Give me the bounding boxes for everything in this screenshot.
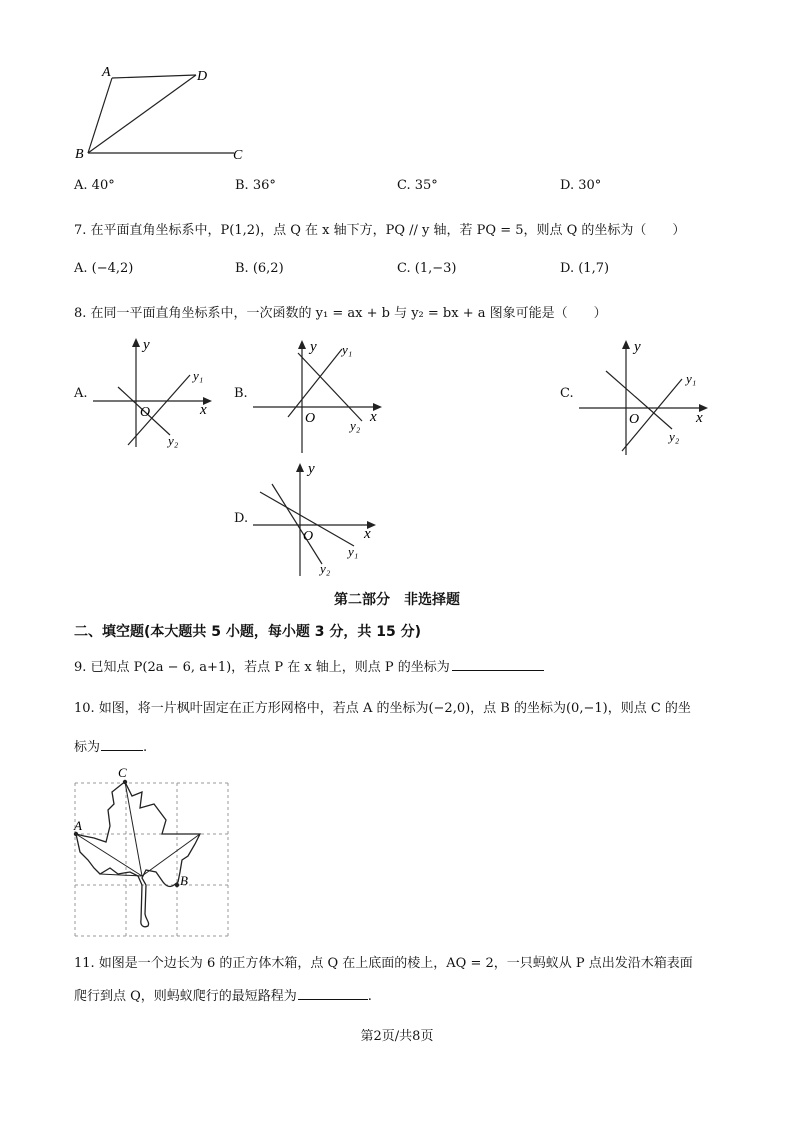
label-b: B [75,147,84,162]
leaf-label-a: A [74,818,82,833]
q8-graph-d [250,460,390,578]
q9-text: 9. 已知点 P(2a − 6, a+1)，若点 P 在 x 轴上，则点 P 的坐标为 [74,656,544,675]
svg-text:y₁: y₁ [342,342,353,357]
label-a: A [102,65,111,80]
leaf-label-b: B [180,873,188,888]
svg-text:y₂: y₂ [320,561,331,576]
svg-text:y₂: y₂ [350,418,361,433]
q6-parallelogram-figure [70,62,260,167]
q8-option-d-letter: D. [234,511,249,526]
part2-title: 第二部分 非选择题 [334,592,460,608]
svg-text:y: y [310,339,317,355]
q8-option-a-letter: A. [74,386,88,401]
q8-option-b-letter: B. [234,386,248,401]
svg-text:x: x [364,526,371,542]
q6-option-c: C. 35° [397,178,438,193]
q11-answer-blank [298,987,368,1000]
svg-text:O: O [305,411,316,426]
svg-text:y₁: y₁ [686,371,697,386]
q7-option-c: C. (1,−3) [397,261,457,276]
svg-text:O: O [629,412,640,427]
leaf-label-c: C [118,765,127,780]
q11-line1: 11. 如图是一个边长为 6 的正方体木箱，点 Q 在上底面的棱上，AQ = 2，一只蚂蚁从 P 点出发沿木箱表面 [74,956,693,971]
q6-option-a: A. 40° [74,178,115,193]
svg-text:y₁: y₁ [193,368,204,383]
q10-line2: 标为 . [74,740,148,755]
svg-text:y: y [308,461,315,477]
q11-line2: 爬行到点 Q，则蚂蚁爬行的最短路程为 . [74,989,372,1004]
q10-answer-blank [101,738,143,751]
svg-text:x: x [200,402,207,418]
q8-stem: 8. 在同一平面直角坐标系中，一次函数的 y₁ = ax + b 与 y₂ = bx + a 图象可能是（ ） [74,306,607,321]
svg-text:y₁: y₁ [348,544,359,559]
svg-text:y₂: y₂ [168,433,179,448]
page-footer: 第2页/共8页 [360,1029,434,1044]
q6-option-b: B. 36° [235,178,276,193]
label-c: C [233,148,243,163]
svg-text:y: y [634,339,641,355]
svg-text:x: x [370,409,377,425]
svg-text:y₂: y₂ [669,429,680,444]
q8-graph-a [90,335,220,450]
label-d: D [197,69,208,84]
q7-option-b: B. (6,2) [235,261,284,276]
q7-option-a: A. (−4,2) [74,261,134,276]
q8-graph-b [250,335,390,455]
svg-text:O: O [303,529,314,544]
q8-option-c-letter: C. [560,386,574,401]
q6-option-d: D. 30° [560,178,602,193]
svg-text:x: x [696,410,703,426]
q7-stem: 7. 在平面直角坐标系中，P(1,2)，点 Q 在 x 轴下方，PQ // y 轴，若 PQ = 5，则点 Q 的坐标为（ ） [74,223,686,238]
q10-maple-leaf-figure [70,764,235,939]
svg-text:y: y [143,337,150,353]
q8-graph-c [576,335,716,457]
section2-title: 二、填空题(本大题共 5 小题，每小题 3 分，共 15 分) [74,624,422,640]
q7-option-d: D. (1,7) [560,261,610,276]
q9-answer-blank [452,658,544,671]
svg-text:O: O [140,405,151,420]
q10-line1: 10. 如图，将一片枫叶固定在正方形网格中，若点 A 的坐标为(−2,0)，点 B 的坐标为(0,−1)，则点 C 的坐 [74,701,691,716]
